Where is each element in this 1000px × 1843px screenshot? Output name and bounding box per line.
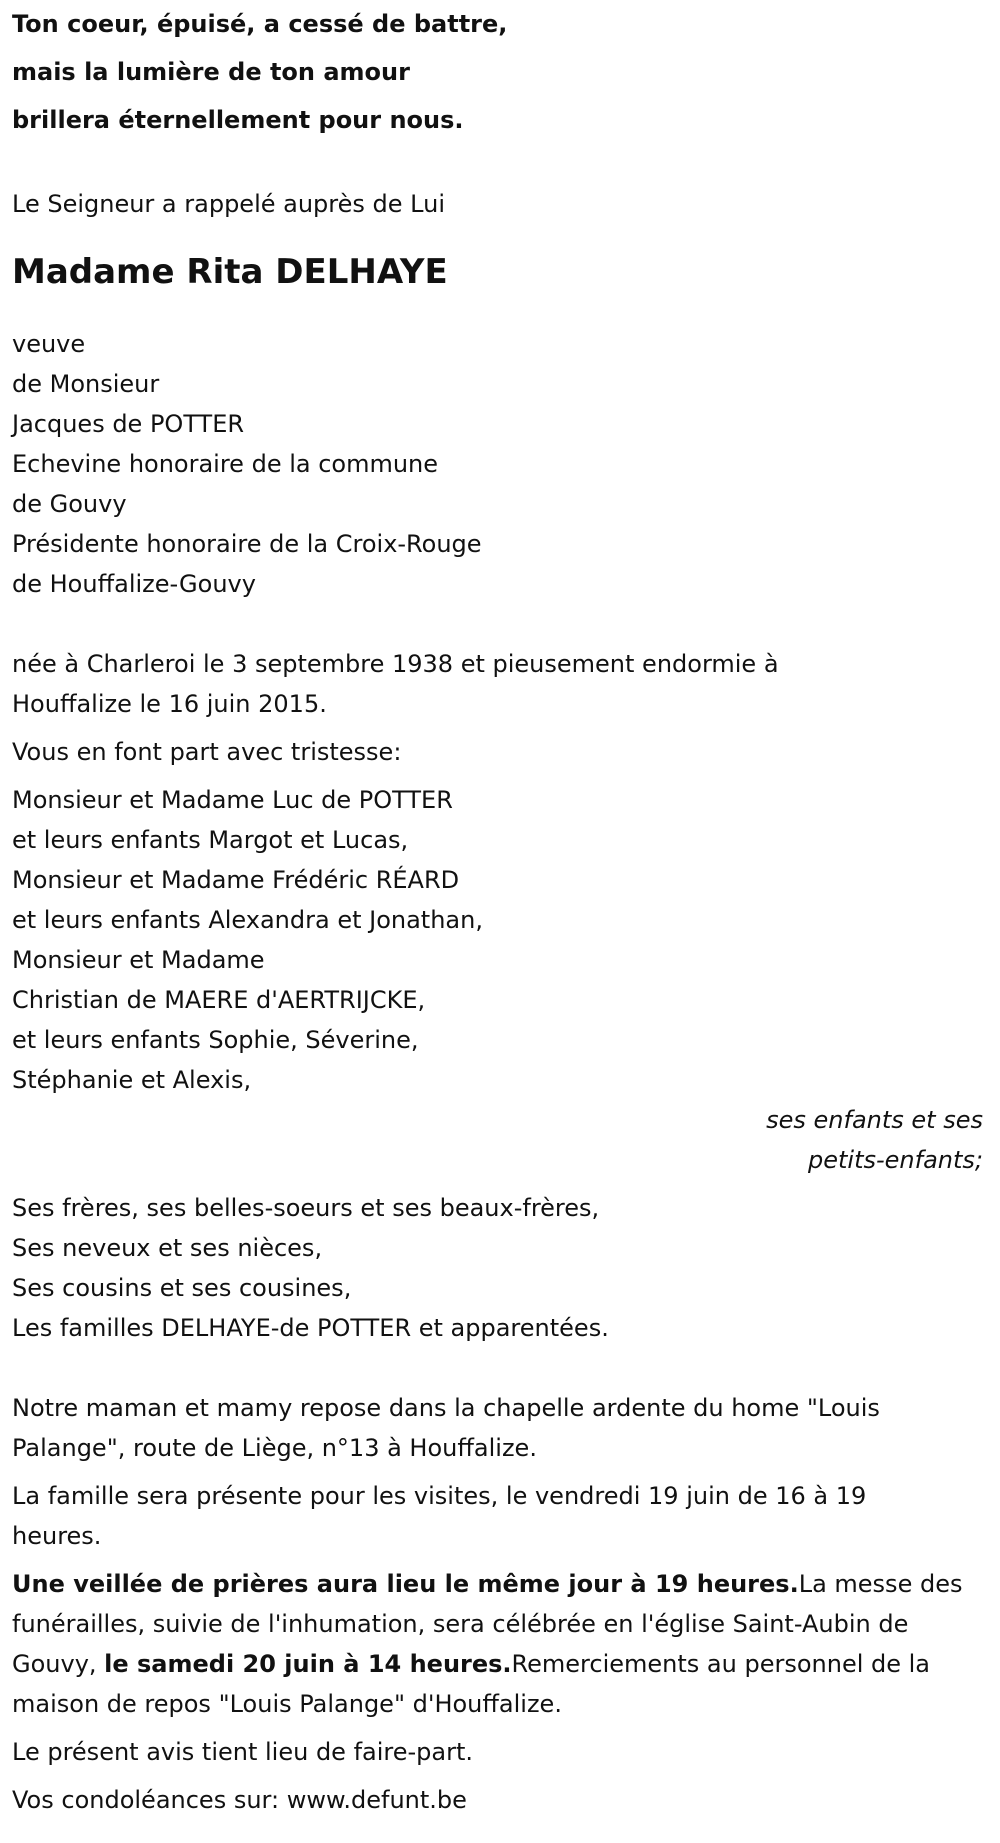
poem-line: Ton coeur, épuisé, a cessé de battre, (12, 10, 508, 38)
birth-death-text: née à Charleroi le 3 septembre 1938 et pieusement endormie à Houffalize le 16 juin 2015. (12, 650, 779, 718)
poem (12, 0, 988, 144)
children-line: et leurs enfants Margot et Lucas, (12, 826, 409, 854)
children-line: Stéphanie et Alexis, (12, 1066, 252, 1094)
children-caption: ses enfants et ses petits-enfants; (766, 1106, 983, 1174)
children-line: et leurs enfants Alexandra et Jonathan, (12, 906, 483, 934)
title-line: de Gouvy (12, 490, 127, 518)
family-line: Ses cousins et ses cousines, (12, 1274, 352, 1302)
children-line: et leurs enfants Sophie, Séverine, (12, 1026, 419, 1054)
funeral-date-bold: le samedi 20 juin à 14 heures. (104, 1650, 512, 1678)
family-line: Les familles DELHAYE-de POTTER et apparentées. (12, 1314, 609, 1342)
title-line: de Monsieur (12, 370, 160, 398)
deceased-name: Madame Rita DELHAYE (12, 252, 448, 292)
title-line: veuve (12, 330, 86, 358)
children-line: Monsieur et Madame Frédéric RÉARD (12, 866, 460, 894)
family-line: Ses neveux et ses nièces, (12, 1234, 323, 1262)
intro-text: Le Seigneur a rappelé auprès de Lui (12, 190, 445, 218)
notice-text: Le présent avis tient lieu de faire-part. (12, 1738, 474, 1766)
family-line: Ses frères, ses belles-soeurs et ses beaux-frères, (12, 1194, 600, 1222)
children-line: Christian de MAERE d'AERTRIJCKE, (12, 986, 426, 1014)
title-line: de Houffalize-Gouvy (12, 570, 256, 598)
service-text: Une veillée de prières aura lieu le même jour à 19 heures.La messe des funérailles, suivie de l'inhumation, sera célébrée en l'église Saint-Aubin de Gouvy, le samedi 20 juin à 14 heures.Remerciements au personnel de la maison de repos "Louis Palange" d'Houffalize. (12, 1570, 963, 1718)
chapel-text: Notre maman et mamy repose dans la chapelle ardente du home "Louis Palange", route de Liège, n°13 à Houffalize. (12, 1394, 880, 1462)
condolences-text: Vos condoléances sur: www.defunt.be (12, 1786, 467, 1814)
title-line: Echevine honoraire de la commune (12, 450, 439, 478)
poem-line: mais la lumière de ton amour (12, 58, 410, 86)
family-list (12, 1188, 988, 1348)
children-list (12, 780, 988, 1100)
children-line: Monsieur et Madame Luc de POTTER (12, 786, 453, 814)
titles (12, 324, 988, 604)
announce-text: Vous en font part avec tristesse: (12, 738, 402, 766)
title-line: Présidente honoraire de la Croix-Rouge (12, 530, 482, 558)
poem-line: brillera éternellement pour nous. (12, 106, 464, 134)
visits-text: La famille sera présente pour les visites, le vendredi 19 juin de 16 à 19 heures. (12, 1482, 867, 1550)
vigil-bold: Une veillée de prières aura lieu le même jour à 19 heures. (12, 1570, 799, 1598)
title-line: Jacques de POTTER (12, 410, 245, 438)
children-line: Monsieur et Madame (12, 946, 265, 974)
